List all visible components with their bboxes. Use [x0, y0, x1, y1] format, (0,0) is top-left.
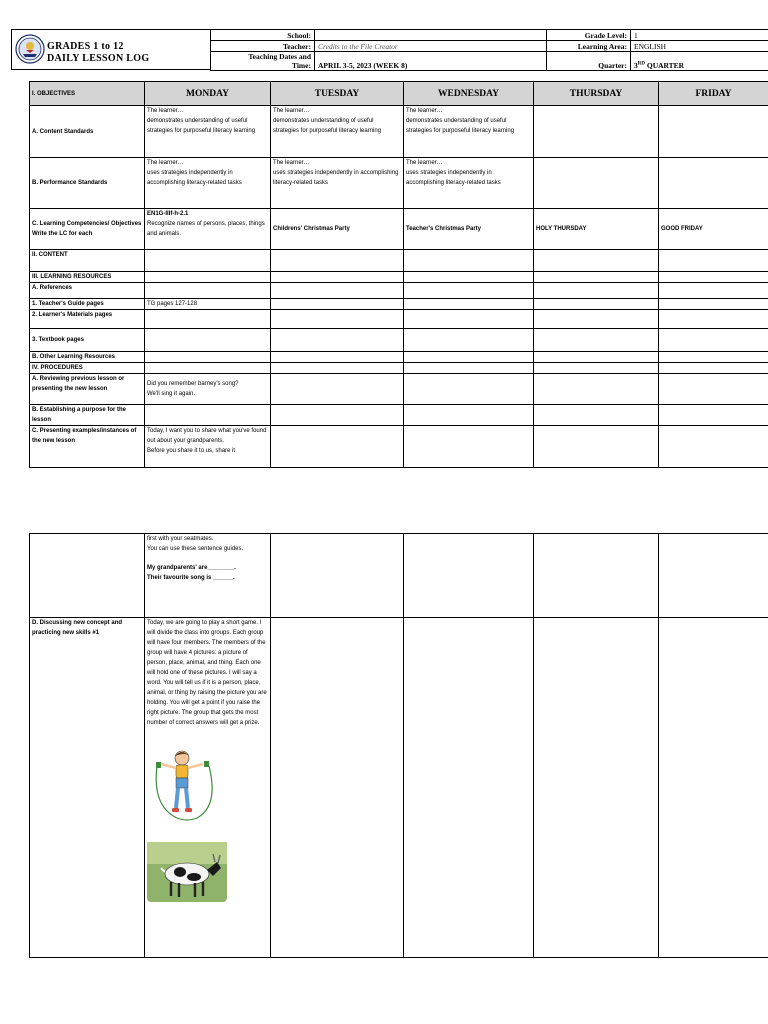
- establishing-friday: [659, 405, 768, 426]
- presenting-continued-friday: [659, 534, 768, 618]
- establishing-tuesday: [271, 405, 404, 426]
- lesson-log-table-continued: [29, 533, 768, 958]
- teachers-guide-row: [30, 299, 768, 310]
- content-standards-wednesday: The learner… demonstrates understanding of useful strategies for purposeful literacy learning: [404, 106, 534, 158]
- presenting-wednesday: [404, 426, 534, 468]
- performance-standards-monday: The learner… uses strategies independently in accomplishing literacy-related tasks: [145, 158, 271, 209]
- establishing-thursday: [534, 405, 659, 426]
- other-resources-friday: [659, 352, 768, 363]
- content-standards-friday: [659, 106, 768, 158]
- presenting-monday: Today, I want you to share what you've found out about your grandparents. Before you share it to us, share it: [145, 426, 271, 468]
- textbook-tuesday: [271, 329, 404, 352]
- school-label: School:: [211, 30, 315, 41]
- quarter-text: QUARTER: [644, 61, 685, 70]
- establishing-wednesday: [404, 405, 534, 426]
- discussing-label: D. Discussing new concept and practicing new skills #1: [30, 618, 145, 958]
- quarter-number: 3: [634, 61, 638, 70]
- grade-level-label: Grade Level:: [547, 30, 631, 41]
- content-standards-row: [30, 106, 768, 158]
- content-tuesday: [271, 250, 404, 272]
- other-resources-wednesday: [404, 352, 534, 363]
- learning-area-value: ENGLISH: [631, 41, 768, 52]
- establishing-row: [30, 405, 768, 426]
- boy-jumping-rope-image: [147, 746, 227, 826]
- deped-seal-icon: [15, 32, 45, 66]
- header-row: [30, 82, 768, 106]
- textbook-monday: [145, 329, 271, 352]
- content-thursday: [534, 250, 659, 272]
- procedures-friday: [659, 363, 768, 374]
- presenting-continued-tuesday: [271, 534, 404, 618]
- references-wednesday: [404, 283, 534, 299]
- other-resources-tuesday: [271, 352, 404, 363]
- reviewing-tuesday: [271, 374, 404, 405]
- learners-materials-tuesday: [271, 310, 404, 329]
- teaching-dates-label-line1: Teaching Dates and: [248, 52, 311, 61]
- form-title-log: DAILY LESSON LOG: [47, 53, 150, 64]
- textbook-thursday: [534, 329, 659, 352]
- learning-area-label: Learning Area:: [547, 41, 631, 52]
- procedures-thursday: [534, 363, 659, 374]
- presenting-continued-monday: [145, 534, 271, 618]
- learners-materials-label: 2. Learner's Materials pages: [30, 310, 145, 329]
- discussing-friday: [659, 618, 768, 958]
- content-wednesday: [404, 250, 534, 272]
- content-standards-monday: The learner… demonstrates understanding of useful strategies for purposeful literacy learning: [145, 106, 271, 158]
- teaching-dates-value: APRIL 3-5, 2023 (WEEK 8): [315, 52, 547, 71]
- discussing-monday-text: Today, we are going to play a short game. I will divide the class into groups. Each group will have four members. The members of the group will have 4 pictures: a picture of person, place, animal, and thing. Each one will hold one of these pictures. I will say a word. You will tell us if it is a person, place, animal, or thing by raising the picture you are holding. You will get a point if you raise the right picture. The group that gets the most number of correct answers will get a prize.: [147, 620, 267, 726]
- discussing-wednesday: [404, 618, 534, 958]
- teachers-guide-thursday: [534, 299, 659, 310]
- textbook-wednesday: [404, 329, 534, 352]
- content-monday: [145, 250, 271, 272]
- discussing-monday: [145, 618, 271, 958]
- other-resources-label: B. Other Learning Resources: [30, 352, 145, 363]
- lesson-log-table: [29, 81, 768, 468]
- presenting-continued-wednesday: [404, 534, 534, 618]
- learners-materials-friday: [659, 310, 768, 329]
- references-thursday: [534, 283, 659, 299]
- procedures-row: [30, 363, 768, 374]
- learning-resources-monday: [145, 272, 271, 283]
- competency-text: Recognize names of persons, places, things and animals.: [147, 221, 265, 237]
- references-monday: [145, 283, 271, 299]
- presenting-continued-row: [30, 534, 768, 618]
- performance-standards-label: B. Performance Standards: [30, 158, 145, 209]
- school-value: [315, 30, 547, 41]
- performance-standards-thursday: [534, 158, 659, 209]
- presenting-friday: [659, 426, 768, 468]
- content-standards-tuesday: The learner… demonstrates understanding of useful strategies for purposeful literacy learning: [271, 106, 404, 158]
- other-resources-row: [30, 352, 768, 363]
- reviewing-thursday: [534, 374, 659, 405]
- header-info-table: [210, 29, 768, 71]
- presenting-thursday: [534, 426, 659, 468]
- procedures-tuesday: [271, 363, 404, 374]
- learners-materials-thursday: [534, 310, 659, 329]
- competencies-tuesday: Childrens' Christmas Party: [271, 209, 404, 250]
- other-resources-monday: [145, 352, 271, 363]
- textbook-friday: [659, 329, 768, 352]
- goat-image: [147, 842, 227, 902]
- competencies-monday: [145, 209, 271, 250]
- teachers-guide-tuesday: [271, 299, 404, 310]
- competency-code: EN1G-IIIf-h-2.1: [147, 211, 189, 217]
- thursday-header: THURSDAY: [534, 82, 659, 106]
- learners-materials-row: [30, 310, 768, 329]
- teachers-guide-label: 1. Teacher's Guide pages: [30, 299, 145, 310]
- monday-header: MONDAY: [145, 82, 271, 106]
- references-tuesday: [271, 283, 404, 299]
- content-standards-thursday: [534, 106, 659, 158]
- reviewing-friday: [659, 374, 768, 405]
- content-label: II. CONTENT: [30, 250, 145, 272]
- learning-resources-label: III. LEARNING RESOURCES: [30, 272, 145, 283]
- procedures-wednesday: [404, 363, 534, 374]
- sentence-guide-2: Their favourite song is ______.: [147, 575, 235, 581]
- textbook-row: [30, 329, 768, 352]
- learning-resources-thursday: [534, 272, 659, 283]
- sentence-guide-1: My grandparents' are________.: [147, 565, 236, 571]
- content-standards-label: A. Content Standards: [30, 106, 145, 158]
- competencies-friday: GOOD FRIDAY: [659, 209, 768, 250]
- presenting-label: C. Presenting examples/instances of the new lesson: [30, 426, 145, 468]
- establishing-label: B. Establishing a purpose for the lesson: [30, 405, 145, 426]
- performance-standards-tuesday: The learner… uses strategies independently in accomplishing literacy-related tasks: [271, 158, 404, 209]
- procedures-label: IV. PROCEDURES: [30, 363, 145, 374]
- teaching-dates-label: [211, 52, 315, 71]
- competencies-label: C. Learning Competencies/ Objectives Write the LC for each: [30, 209, 145, 250]
- learners-materials-wednesday: [404, 310, 534, 329]
- friday-header: FRIDAY: [659, 82, 768, 106]
- learners-materials-monday: [145, 310, 271, 329]
- reviewing-row: [30, 374, 768, 405]
- objectives-header: I. OBJECTIVES: [30, 82, 145, 106]
- performance-standards-wednesday: The learner… uses strategies independently in accomplishing literacy-related tasks: [404, 158, 534, 209]
- presenting-row: [30, 426, 768, 468]
- presenting-continued-text: first with your seatmates. You can use these sentence guides.: [147, 536, 244, 552]
- establishing-monday: [145, 405, 271, 426]
- teacher-label: Teacher:: [211, 41, 315, 52]
- discussing-thursday: [534, 618, 659, 958]
- quarter-suffix: RD: [637, 61, 645, 67]
- wednesday-header: WEDNESDAY: [404, 82, 534, 106]
- tuesday-header: TUESDAY: [271, 82, 404, 106]
- teachers-guide-friday: [659, 299, 768, 310]
- quarter-value: [631, 52, 768, 71]
- competencies-wednesday: Teacher's Christmas Party: [404, 209, 534, 250]
- learning-resources-row: [30, 272, 768, 283]
- competencies-row: [30, 209, 768, 250]
- quarter-label: Quarter:: [547, 52, 631, 71]
- teachers-guide-monday: TG pages 127-128: [145, 299, 271, 310]
- discussing-row: [30, 618, 768, 958]
- form-title-grades: GRADES 1 to 12: [47, 41, 124, 52]
- presenting-tuesday: [271, 426, 404, 468]
- references-row: [30, 283, 768, 299]
- textbook-label: 3. Textbook pages: [30, 329, 145, 352]
- presenting-continued-thursday: [534, 534, 659, 618]
- teachers-guide-wednesday: [404, 299, 534, 310]
- reviewing-monday: Did you remember barney's song? We'll sing it again.: [145, 374, 271, 405]
- teaching-dates-label-line2: Time:: [291, 61, 311, 70]
- learning-resources-tuesday: [271, 272, 404, 283]
- reviewing-label: A. Reviewing previous lesson or presenting the new lesson: [30, 374, 145, 405]
- learning-resources-wednesday: [404, 272, 534, 283]
- performance-standards-friday: [659, 158, 768, 209]
- discussing-tuesday: [271, 618, 404, 958]
- other-resources-thursday: [534, 352, 659, 363]
- presenting-continued-label: [30, 534, 145, 618]
- references-friday: [659, 283, 768, 299]
- performance-standards-row: [30, 158, 768, 209]
- content-row: [30, 250, 768, 272]
- header-title-box: [11, 29, 211, 70]
- learning-resources-friday: [659, 272, 768, 283]
- reviewing-wednesday: [404, 374, 534, 405]
- procedures-monday: [145, 363, 271, 374]
- competencies-thursday: HOLY THURSDAY: [534, 209, 659, 250]
- grade-level-value: 1: [631, 30, 768, 41]
- content-friday: [659, 250, 768, 272]
- teacher-value: Credits to the File Creator: [315, 41, 547, 52]
- references-label: A. References: [30, 283, 145, 299]
